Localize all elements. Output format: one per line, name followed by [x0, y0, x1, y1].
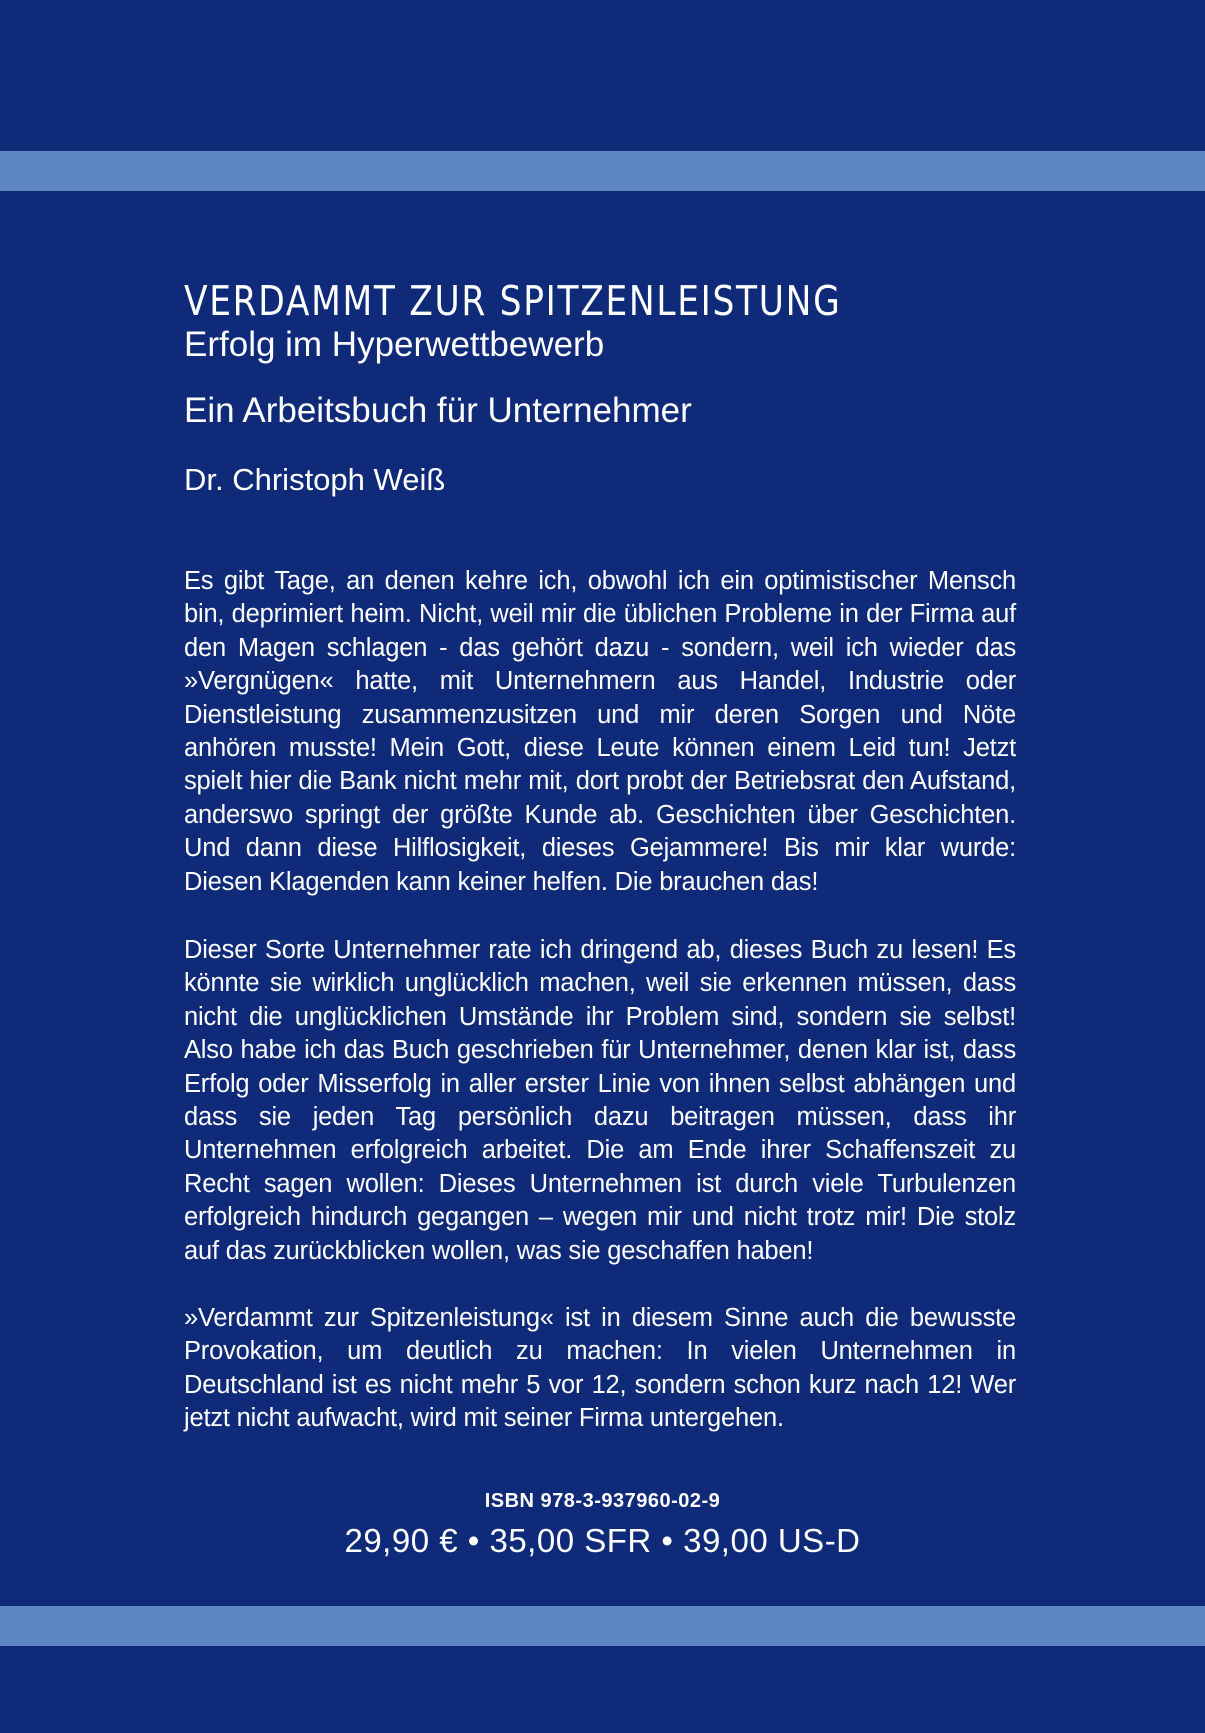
isbn-number: ISBN 978-3-937960-02-9	[484, 1490, 721, 1512]
book-subtitle: Erfolg im Hyperwettbewerb	[184, 325, 605, 364]
blurb-paragraph-2: Dieser Sorte Unternehmer rate ich dringend ab, dieses Buch zu lesen! Es könnte sie wirklich unglücklich machen, weil sie erkennen müssen, dass nicht die unglücklichen Umstände ihr Problem sind, sondern sie selbst! Also habe ich das Buch geschrieben für Unternehmer, denen klar ist, dass Erfolg oder Misserfolg in aller erster Linie von ihnen selbst abhängen und dass sie jeden Tag persönlich dazu beitragen müssen, dass ihr Unternehmen erfolgreich arbeitet. Die am Ende ihrer Schaffenszeit zu Recht sagen wollen: Dieses Unternehmen ist durch viele Turbulenzen erfolgreich hindurch gegangen – wegen mir und nicht trotz mir! Die stolz auf das zurückblicken wollen, was sie geschaffen haben!	[184, 936, 1016, 1265]
book-title: VERDAMMT ZUR SPITZENLEISTUNG	[184, 277, 842, 326]
blurb-paragraph-1: Es gibt Tage, an denen kehre ich, obwohl ich ein optimistischer Mensch bin, deprimiert heim. Nicht, weil mir die üblichen Probleme in der Firma auf den Magen schlagen - das gehört dazu - sondern, weil ich wieder das »Vergnügen« hatte, mit Unternehmern aus Handel, Industrie oder Dienstleistung zusammenzusitzen und mir deren Sorgen und Nöte anhören musste! Mein Gott, diese Leute können einem Leid tun! Jetzt spielt hier die Bank nicht mehr mit, dort probt der Betriebsrat den Aufstand, anderswo springt der größte Kunde ab. Geschichten über Geschichten. Und dann diese Hilflosigkeit, dieses Gejammere! Bis mir klar wurde: Diesen Klagenden kann keiner helfen. Die brauchen das!	[184, 567, 1016, 896]
book-tagline: Ein Arbeitsbuch für Unternehmer	[184, 391, 692, 430]
author-name: Dr. Christoph Weiß	[184, 462, 446, 497]
top-accent-stripe	[0, 151, 1205, 191]
price-line: 29,90 € • 35,00 SFR • 39,00 US-D	[344, 1522, 861, 1559]
blurb-paragraph-3: »Verdammt zur Spitzenleistung« ist in diesem Sinne auch die bewusste Provokation, um deutlich zu machen: In vielen Unternehmen in Deutschland ist es nicht mehr 5 vor 12, sondern schon kurz nach 12! Wer jetzt nicht aufwacht, wird mit seiner Firma untergehen.	[184, 1304, 1016, 1433]
bottom-accent-stripe	[0, 1606, 1205, 1646]
